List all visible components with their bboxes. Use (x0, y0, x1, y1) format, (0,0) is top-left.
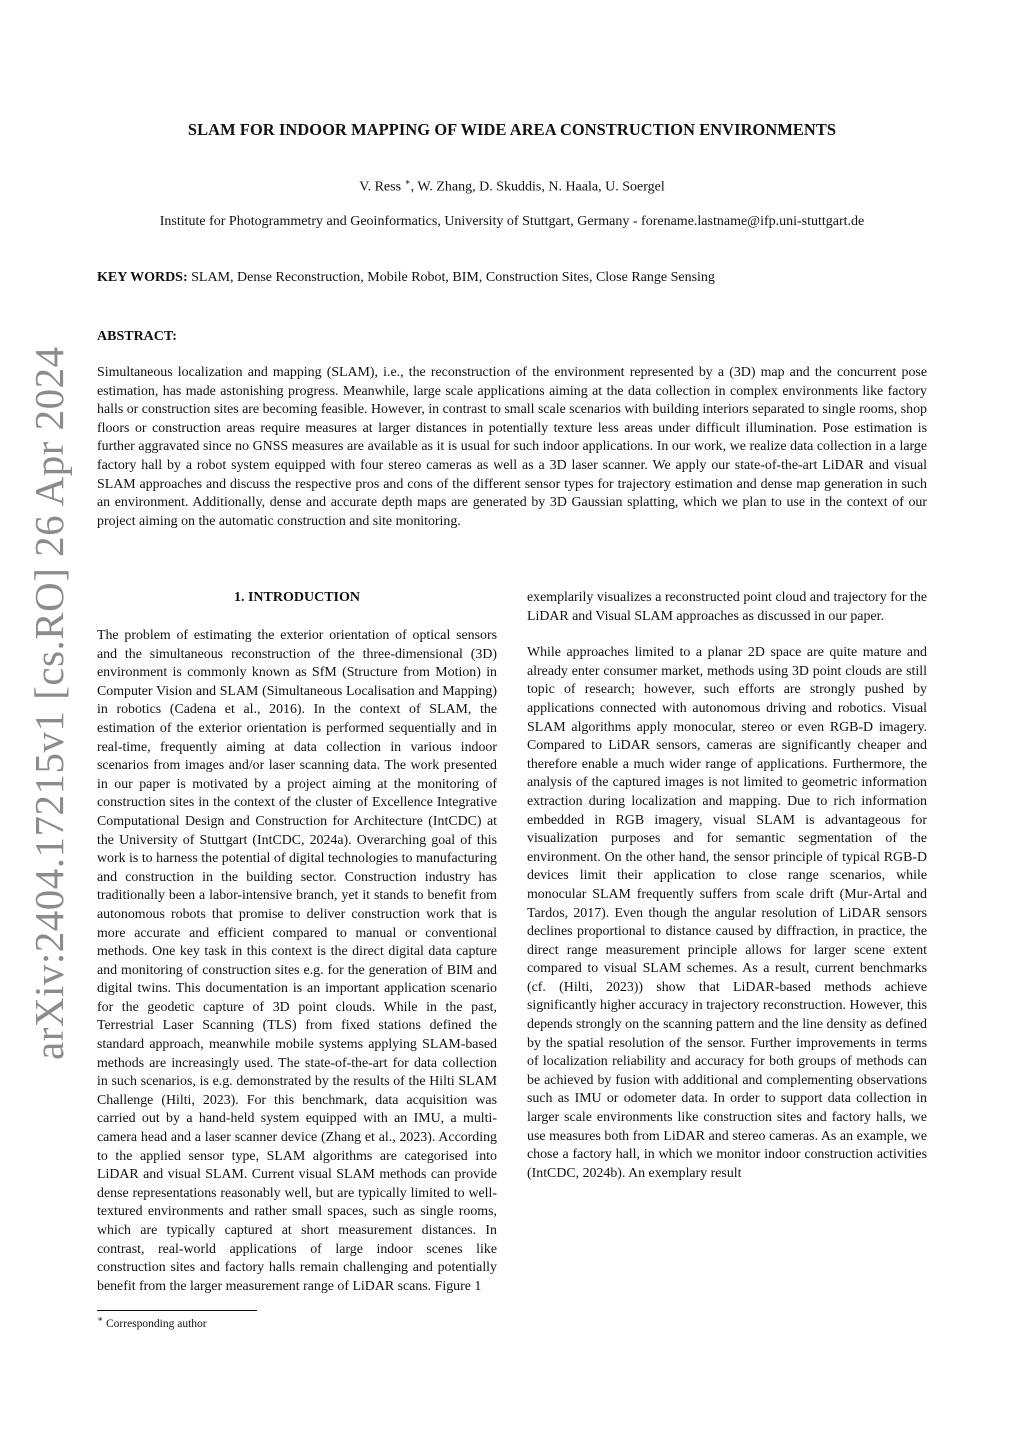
footnote-text: Corresponding author (106, 1317, 207, 1330)
introduction-paragraph-2: While approaches limited to a planar 2D space are quite mature and already enter consumer market, methods using 3D point clouds are still topic of research; however, such efforts are strongly pushed by applications connected with autonomous driving and robotics. Visual SLAM algorithms apply monocular, stereo or even RGB-D imagery. Compared to LiDAR sensors, cameras are significantly cheaper and therefore enable a much wider range of applications. Furthermore, the analysis of the captured images is not limited to geometric information extraction during localization and mapping. Due to rich information embedded in RGB imagery, visual SLAM is advantageous for visualization purposes and for semantic segmentation of the environment. On the other hand, the sensor principle of typical RGB-D devices limit their application to close range scenarios, while monocular SLAM frequently suffers from scale drift (Mur-Artal and Tardos, 2017). Even though the angular resolution of LiDAR sensors declines proportional to distance caused by diffraction, in practice, the direct range measurement principle allows for larger scene extent compared to visual SLAM schemes. As a result, current benchmarks (cf. (Hilti, 2023)) show that LiDAR-based methods achieve significantly higher accuracy in trajectory reconstruction. However, this depends strongly on the scanning pattern and the line density as defined by the spatial resolution of the sensor. Further improvements in terms of localization reliability and accuracy for both groups of methods can be achieved by fusion with additional and complementing observations such as IMU or odometer data. In order to support data collection in larger scale environments like construction sites and factory halls, we use measures both from LiDAR and stereo cameras. As an example, we chose a factory hall, in which we monitor indoor construction activities (IntCDC, 2024b). An exemplary result (527, 645, 927, 1181)
footnote (97, 1314, 207, 1330)
section-heading-introduction: 1. INTRODUCTION (233, 590, 360, 605)
left-column (97, 589, 497, 1296)
arxiv-identifier: arXiv:2404.17215v1 [cs.RO] 26 Apr 2024 (26, 346, 72, 1060)
keywords (97, 270, 927, 286)
keywords-text: SLAM, Dense Reconstruction, Mobile Robot, BIM, Construction Sites, Close Range Sensing (191, 270, 715, 285)
introduction-paragraph-1-continued: exemplarily visualizes a reconstructed point cloud and trajectory for the LiDAR and Visual SLAM approaches as discussed in our paper. (527, 590, 927, 624)
footnote-divider (97, 1310, 257, 1311)
abstract-text: Simultaneous localization and mapping (SLAM), i.e., the reconstruction of the environment represented by a (3D) map and the concurrent pose estimation, has made astonishing progress. Meanwhile, large scale applications aiming at the data collection in complex environments like factory halls or construction sites are becoming feasible. However, in contrast to small scale scenarios with building interiors separated to single rooms, shop floors or construction areas require measures at larger distances in potentially texture less areas under difficult illumination. Pose estimation is further aggravated since no GNSS measures are available as it is usual for such indoor applications. In our work, we realize data collection in a large factory hall by a robot system equipped with four stereo cameras as well as a 3D laser scanner. We apply our state-of-the-art LiDAR and visual SLAM approaches and discuss the respective pros and cons of the different sensor types for trajectory estimation and dense map generation in such an environment. Additionally, dense and accurate depth maps are generated by 3D Gaussian splatting, which we plan to use in the context of our project aiming on the automatic construction and site monitoring. (97, 365, 927, 529)
introduction-paragraph-1: The problem of estimating the exterior orientation of optical sensors and the simultaneous reconstruction of the three-dimensional (3D) environment is commonly known as SfM (Structure from Motion) in Computer Vision and SLAM (Simultaneous Localisation and Mapping) in robotics (Cadena et al., 2016). In the context of SLAM, the estimation of the exterior orientation is performed sequentially and in real-time, frequently aiming at data collection in various indoor scenarios from images and/or laser scanning data. The work presented in our paper is motivated by a project aiming at the monitoring of construction sites in the context of the cluster of Excellence Integrative Computational Design and Construction for Architecture (IntCDC) at the University of Stuttgart (IntCDC, 2024a). Overarching goal of this work is to harness the potential of digital technologies to manufacturing and construction in the building sector. Construction industry has traditionally been a labor-intensive branch, yet it stands to benefit from autonomous robots that promise to deliver construction work that is more accurate and efficient compared to manual or conventional methods. One key task in this context is the direct digital data capture and monitoring of construction sites e.g. for the generation of BIM and digital twins. This documentation is an important application scenario for the geodetic capture of 3D point clouds. While in the past, Terrestrial Laser Scanning (TLS) from fixed stations defined the standard approach, meanwhile mobile systems applying SLAM-based methods are increasingly used. The state-of-the-art for data collection in such scenarios, is e.g. demonstrated by the results of the Hilti SLAM Challenge (Hilti, 2023). For this benchmark, data acquisition was carried out by a hand-held system equipped with an IMU, a multi-camera head and a laser scanner device (Zhang et al., 2023). According to the applied sensor type, SLAM algorithms are categorised into LiDAR and visual SLAM. Current visual SLAM methods can provide dense representations reasonably well, but are typically limited to well-textured environments and rather small spaces, such as single rooms, which are typically captured at short measurement distances. In contrast, real-world applications of large indoor scenes like construction sites and factory halls remain challenging and potentially benefit from the larger measurement range of LiDAR scans. Figure 1 (97, 628, 497, 1294)
affiliation: Institute for Photogrammetry and Geoinformatics, University of Stuttgart, Germany - forename.lastname@ifp.uni-stuttgart.de (159, 214, 865, 229)
author-list (97, 177, 927, 196)
co-authors: , W. Zhang, D. Skuddis, N. Haala, U. Soergel (410, 179, 665, 195)
first-author: V. Ress (359, 179, 402, 195)
keywords-label: KEY WORDS: (97, 270, 188, 285)
footnote-mark: ∗ (97, 1314, 104, 1324)
corresponding-author-mark: ∗ (404, 177, 411, 187)
abstract-heading: ABSTRACT: (97, 329, 177, 344)
right-column (527, 589, 927, 1183)
paper-title: SLAM FOR INDOOR MAPPING OF WIDE AREA CONSTRUCTION ENVIRONMENTS (187, 120, 837, 139)
